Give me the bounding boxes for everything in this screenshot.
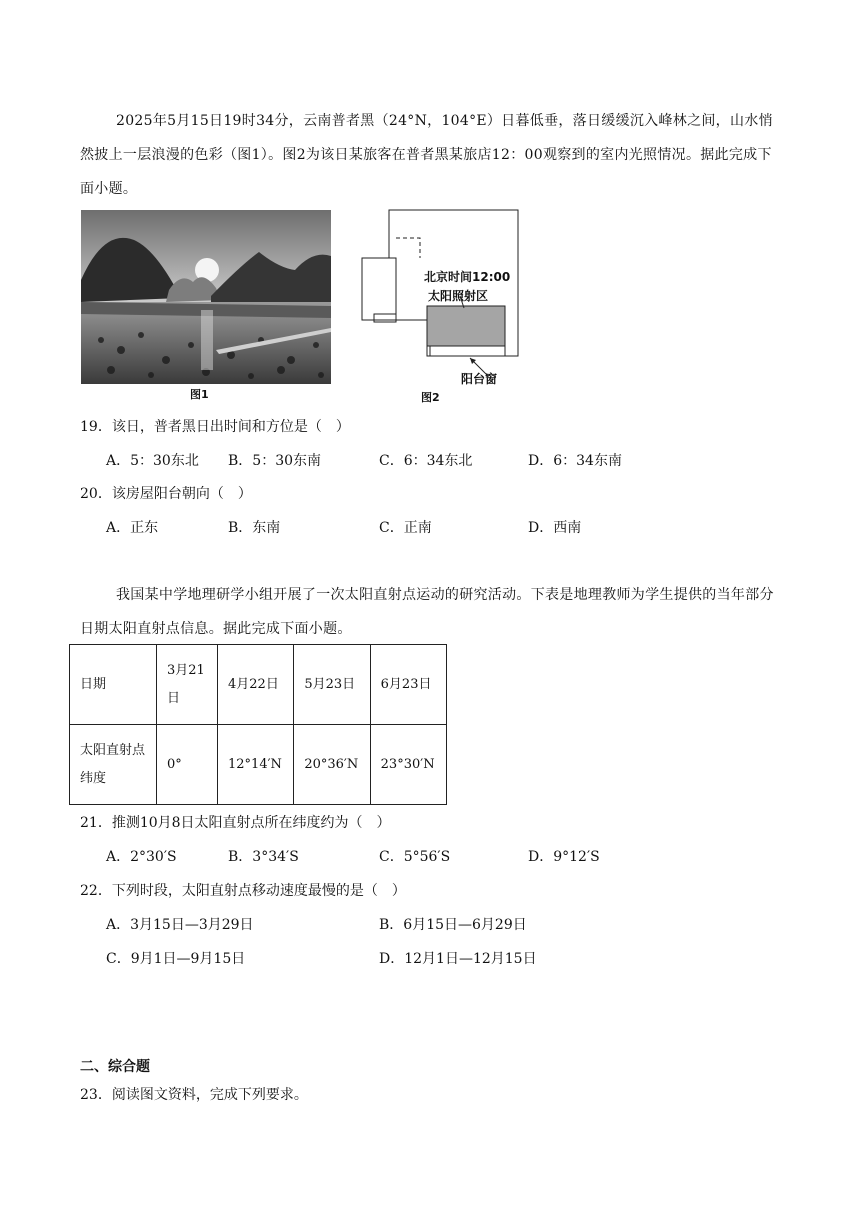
intro-paragraph-1: 2025年5月15日19时34分，云南普者黑（24°N，104°E）日暮低垂，落日缓缓沉入峰林之间，山水悄然披上一层浪漫的色彩（图1）。图2为该日某旅客在普者黑某旅店12：00观察到的室内光照情况。据此完成下面小题。: [80, 113, 773, 197]
q21-option-a[interactable]: A．2°30′S: [106, 849, 177, 865]
figure-1-photo: [81, 210, 331, 384]
q22-option-d[interactable]: D．12月1日—12月15日: [379, 951, 537, 967]
table-cell: 12°14′N: [218, 725, 294, 805]
table-cell: 日期: [70, 645, 157, 725]
q22-option-a[interactable]: A．3月15日—3月29日: [106, 917, 254, 933]
q19-option-b[interactable]: B．5：30东南: [228, 453, 322, 469]
figure-2-floorplan: [360, 208, 525, 400]
figure-2-sun-area-label: 太阳照射区: [428, 289, 489, 303]
q19-option-a[interactable]: A．5：30东北: [106, 453, 199, 469]
q20-option-a[interactable]: A．正东: [106, 520, 159, 536]
table-cell: 3月21日: [157, 645, 218, 725]
question-23-stem: 23．阅读图文资料，完成下列要求。: [80, 1087, 308, 1103]
q21-option-d[interactable]: D．9°12′S: [528, 849, 600, 865]
table-cell: 20°36′N: [294, 725, 370, 805]
q19-option-d[interactable]: D．6：34东南: [528, 453, 622, 469]
table-cell: 太阳直射点纬度: [70, 725, 157, 805]
table-row-dates: [70, 645, 447, 725]
table-cell: 0°: [157, 725, 218, 805]
q22-option-b[interactable]: B．6月15日—6月29日: [379, 917, 527, 933]
question-20-stem: 20．该房屋阳台朝向（ ）: [80, 486, 252, 502]
q22-option-c[interactable]: C．9月1日—9月15日: [106, 951, 246, 967]
table-cell: 6月23日: [370, 645, 446, 725]
subsolar-point-table: [69, 644, 447, 805]
karst-landscape-image: [81, 210, 331, 384]
room-plan-diagram: [360, 208, 525, 400]
table-cell: 4月22日: [218, 645, 294, 725]
intro-paragraph-2: 我国某中学地理研学小组开展了一次太阳直射点运动的研究活动。下表是地理教师为学生提供的当年部分日期太阳直射点信息。据此完成下面小题。: [80, 587, 774, 637]
q20-option-b[interactable]: B．东南: [228, 520, 281, 536]
figure-2-window-label: 阳台窗: [461, 372, 498, 386]
q20-option-c[interactable]: C．正南: [379, 520, 432, 536]
section-2-title: 二、综合题: [80, 1059, 150, 1075]
figure-1-caption: 图1: [190, 388, 209, 401]
question-19-stem: 19．该日，普者黑日出时间和方位是（ ）: [80, 419, 350, 435]
table-cell: 23°30′N: [370, 725, 446, 805]
q21-option-b[interactable]: B．3°34′S: [228, 849, 299, 865]
figure-2-caption: 图2: [421, 391, 440, 404]
q20-option-d[interactable]: D．西南: [528, 520, 582, 536]
question-22-stem: 22．下列时段，太阳直射点移动速度最慢的是（ ）: [80, 883, 406, 899]
table-row-latitude: [70, 725, 447, 805]
q21-option-c[interactable]: C．5°56′S: [379, 849, 451, 865]
table-cell: 5月23日: [294, 645, 370, 725]
figure-2-time-label: 北京时间12:00: [424, 270, 511, 284]
question-21-stem: 21．推测10月8日太阳直射点所在纬度约为（ ）: [80, 815, 391, 831]
q19-option-c[interactable]: C．6：34东北: [379, 453, 473, 469]
